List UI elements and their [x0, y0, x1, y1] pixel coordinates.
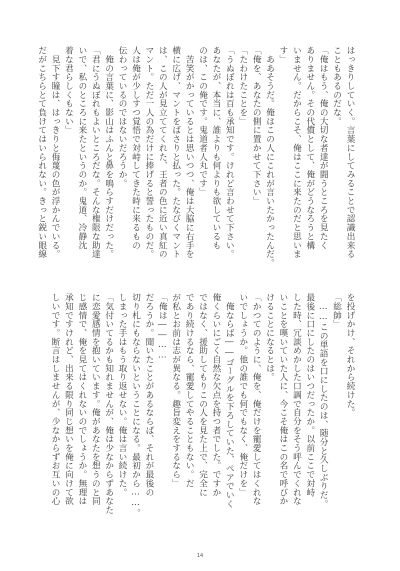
text-line: じ感情で、俺を見てはくれないのでしょうか。無理は — [76, 293, 87, 506]
text-line: ではなく、援助してもりこの人を見た上で、完全に — [197, 293, 208, 497]
text-line: 俺くらいにごく自然な欠点を持つ者でした。ですか — [210, 293, 221, 497]
text-line: だろうか。聞いたことがあるならば、それが最後の — [143, 293, 154, 497]
text-line: した時、冗談めかした口調で自分をそう呼んでくれな — [291, 293, 302, 506]
text-line: が私とお前は志が異なる。趣旨変えをするなら」 — [170, 293, 181, 488]
text-line: いことを嘆いていた人に、今こそ俺はこの名で呼びか — [277, 293, 288, 506]
text-line: 「総帥」 — [331, 293, 342, 329]
text-line: であり続けるなら、寵愛してやることもない。だ — [184, 293, 195, 488]
text-line: いでしょうか。他の誰でも何でもなく、俺だけを」 — [237, 293, 248, 497]
text-line: 「かつてのように、俺を、俺だけを寵愛してはくれな — [251, 293, 262, 506]
text-line: しまった手はもう取り返せない。俺は言い続けた。 — [117, 293, 128, 497]
page-number: 14 — [196, 553, 204, 559]
text-line: に恋愛感情を抱いています。俺があなたを想うのと同 — [90, 293, 101, 506]
text-line: 俺の言葉に、影山はふんと鼻を鳴らすだけだった。 — [103, 46, 114, 259]
text-line: 「君にうぬぼれもよいところだな。そんな権限な助達 — [90, 46, 101, 259]
text-line: だがこちらとて負けてはいられない。きっと鋭い眼線 — [36, 46, 47, 259]
text-line: 俺ならば――ゴーグルを下ろしていた、ペアでいく — [224, 293, 235, 509]
text-line: しいです。断言はしませんが、少なからずお互いの心 — [50, 293, 61, 506]
text-line: 「俺はもう、俺の大切な者達が闘うところを見たく — [318, 46, 329, 250]
text-line: 横に広げ、マントをばさりと払った。たなびくマント — [170, 46, 181, 259]
text-line: こともあるのだな。 — [331, 46, 342, 126]
text-line: ああそうだ。俺はこの人にこれが言いたかったんだ。 — [264, 46, 275, 268]
text-line: いで、私のところに来たというのか。鬼道、冷静沈 — [76, 46, 87, 250]
text-line: マント。ただ一人の為だけに捧げると誓ったものだ。 — [143, 46, 154, 259]
text-line: 苦笑がかっているとは思いつつ、俺は大脇に右手を — [184, 46, 195, 259]
text-line: 「俺は――…… — [157, 293, 168, 361]
text-line: す」 — [277, 46, 288, 64]
text-line: 「たわけたことを」 — [237, 46, 248, 126]
text-line: ありません。その代償として、俺がどうなろうと構 — [304, 46, 315, 250]
text-line: 承知ですけれど、出来る限り同じ想いを俺に向けて欲 — [63, 293, 74, 506]
text-line: けることになるとは。 — [264, 293, 275, 382]
text-line: あなたが、本当に、誰よりも何よりも欲しているも — [210, 46, 221, 250]
text-line: 着な君らしくもない」 — [63, 46, 74, 135]
text-line: 見下す瞳は、はっきりと侮蔑の色が浮かんでいる。 — [50, 46, 61, 259]
text-line: 伝わっているのではないだろうか。 — [117, 46, 128, 188]
text-line: 「気付いてるかも知れませんが、俺は少なからずあなた — [103, 293, 114, 515]
text-line: 「俺を、あなたの側に置かせて下さい」 — [251, 46, 262, 206]
text-line: は、この人が見立ててくれた、王者の色に近い真紅の — [157, 46, 168, 259]
lower-text-block — [34, 293, 356, 529]
text-line: 切り札にもならないということになる。最初から……。 — [130, 293, 141, 518]
text-line: いません。だからこそ、俺はここに来たのだと思いま — [291, 46, 302, 259]
upper-text-block — [34, 46, 356, 276]
text-line: 人は俺が少しすつ覚悟で対峙してきた時に来るもの — [130, 46, 141, 250]
text-line: 「うぬぼれは百も承知です。けれど言わせて下さい。 — [224, 46, 235, 259]
text-line: はっきりしていく。言葉にしてみることで認識出来る — [345, 46, 355, 259]
text-line: を投げかけ、それから続けた。 — [345, 293, 355, 417]
text-line: のは、この俺です。鬼道者人丸です」 — [197, 46, 208, 197]
text-line: 最後に口にしたのはいつだったか。以前ここで対峙 — [304, 293, 315, 497]
text-line: ……この単語を口にしたのは、随分と久しぶりだ。 — [318, 293, 329, 509]
